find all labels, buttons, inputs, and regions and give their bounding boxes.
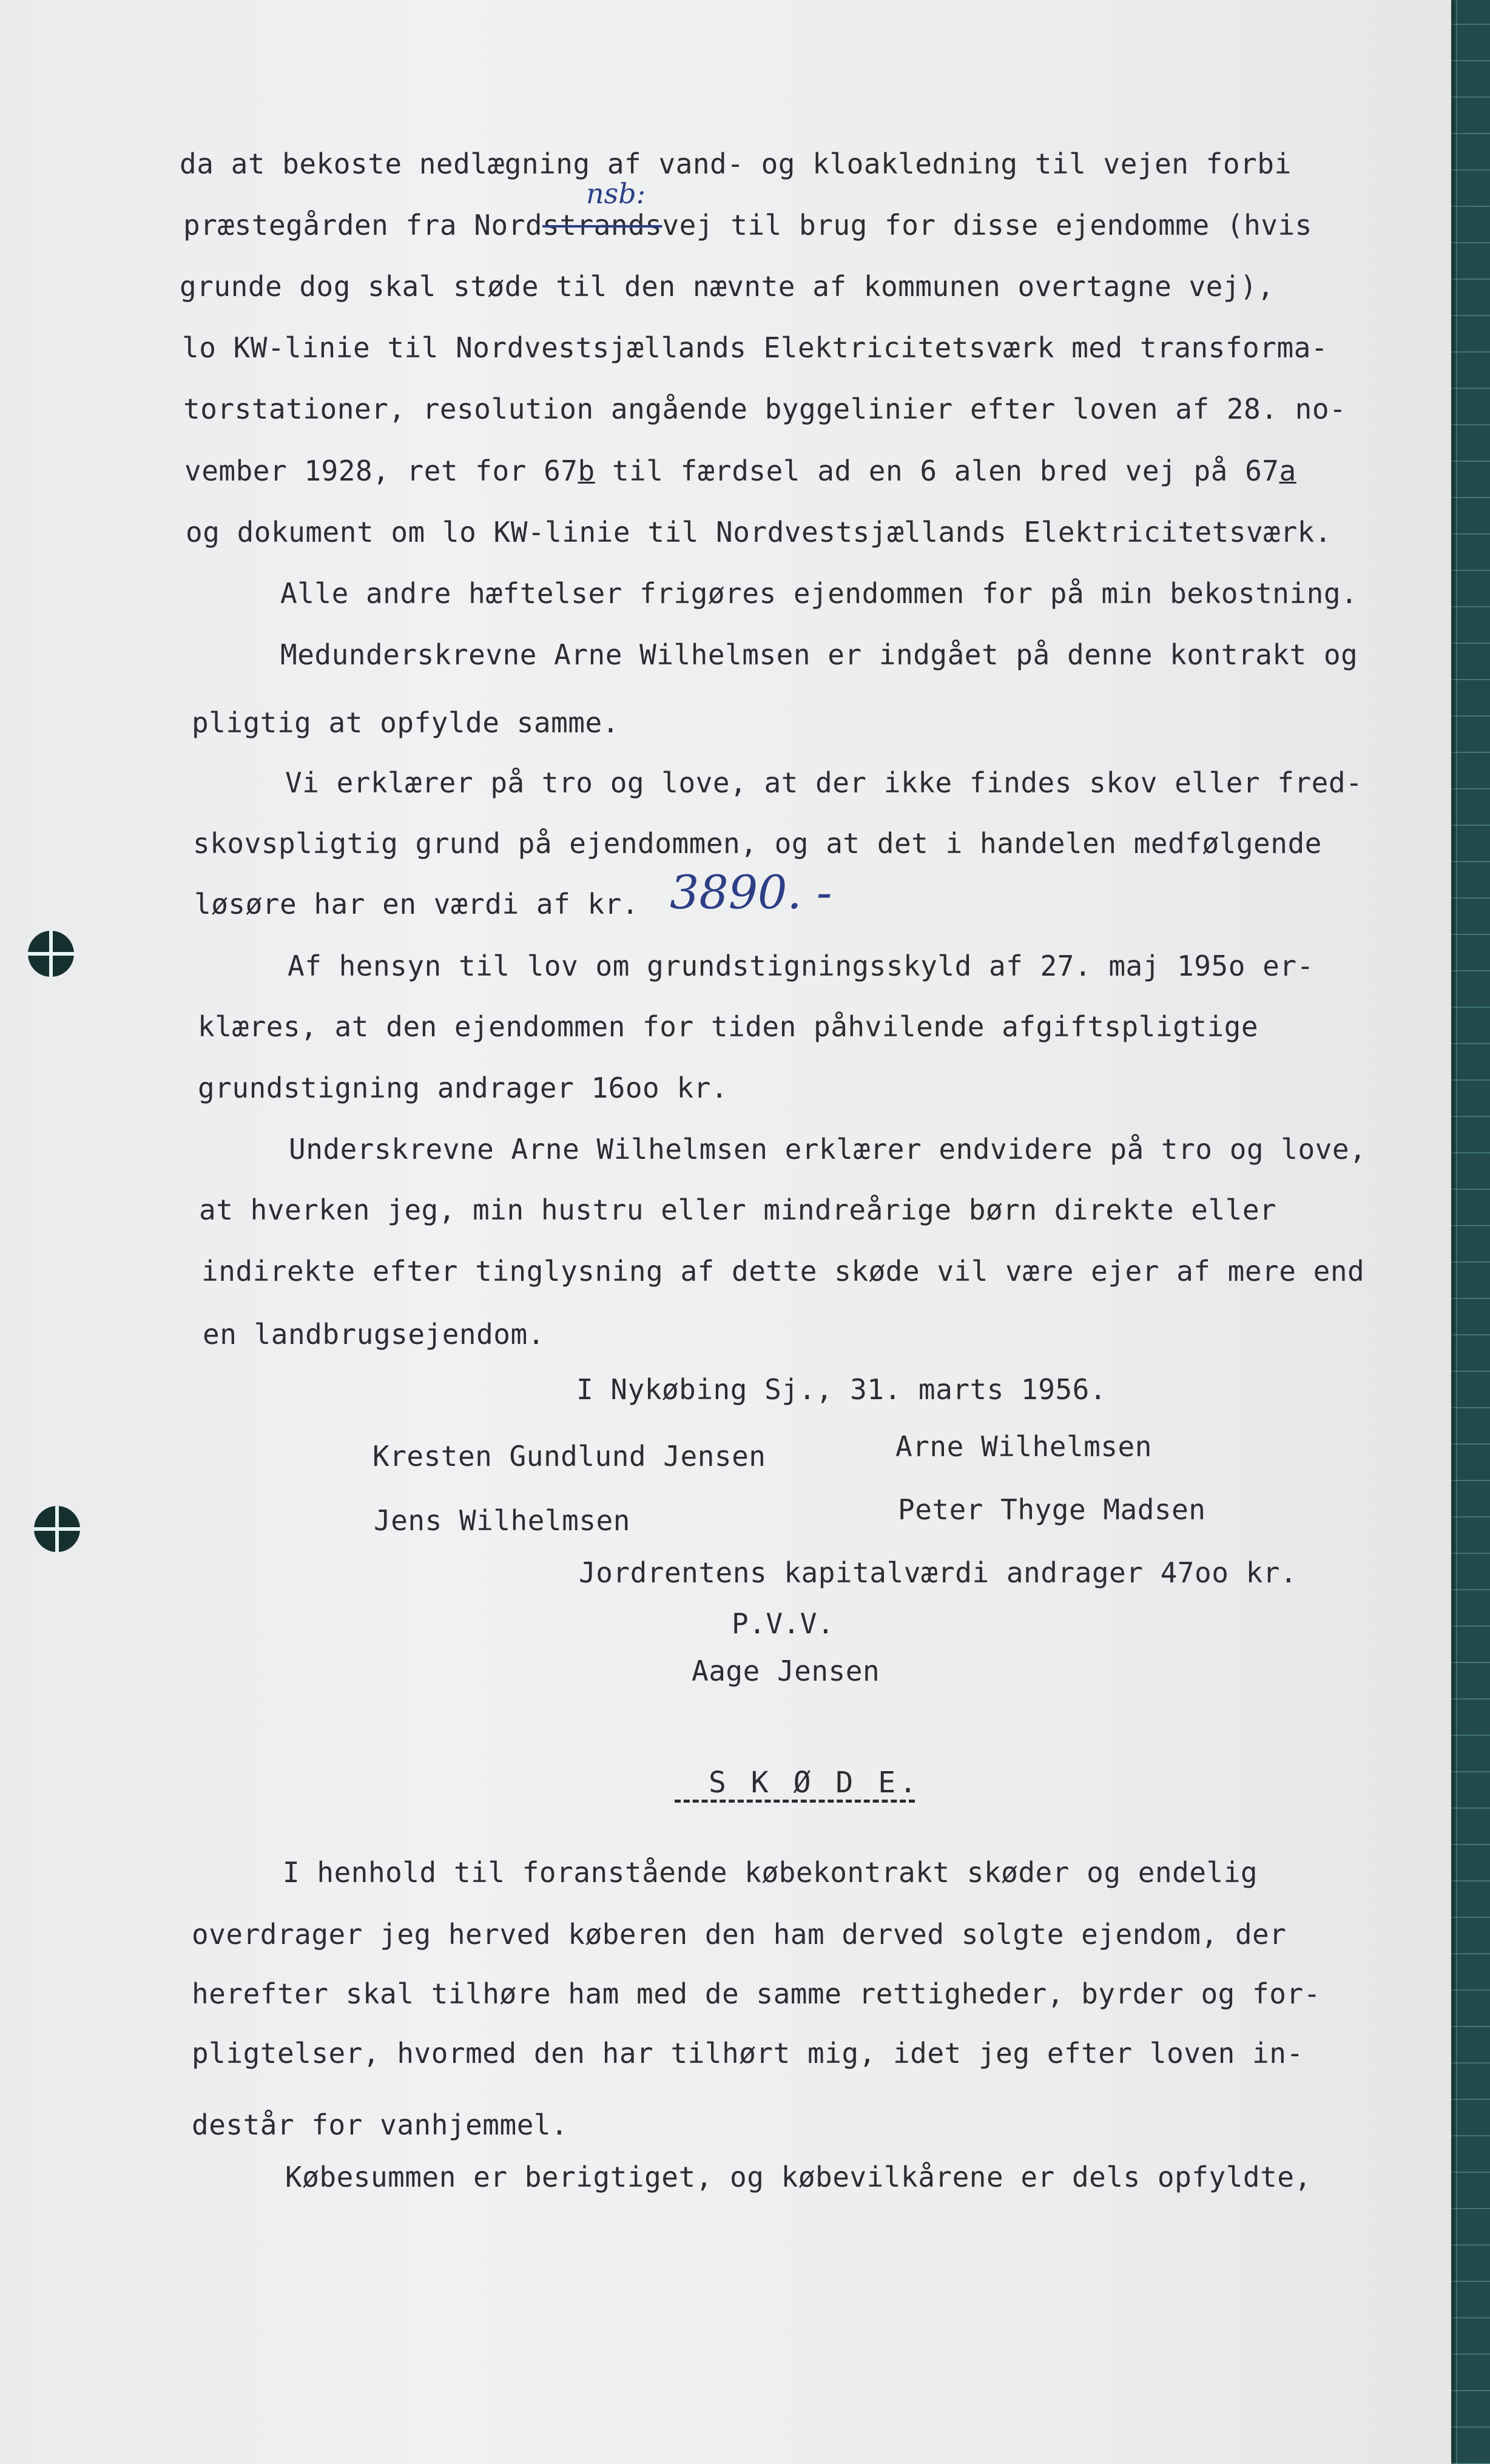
signature-name: Arne Wilhelmsen <box>895 1430 1152 1463</box>
text-line: og dokument om lo KW-linie til Nordvestsjællands Elektricitetsværk. <box>186 516 1332 548</box>
signature-name: Kresten Gundlund Jensen <box>373 1440 766 1473</box>
text-line: pligtelser, hvormed den har tilhørt mig, idet jeg efter loven in- <box>192 2037 1304 2070</box>
text-line: indirekte efter tinglysning af dette skøde vil være ejer af mere end <box>201 1255 1365 1288</box>
text-line <box>183 208 1312 242</box>
struck-text: strands <box>542 209 662 241</box>
text-line: grundstigning andrager 16oo kr. <box>198 1072 729 1104</box>
handwritten-amount: 3890. - <box>670 865 832 919</box>
text-line: grunde dog skal støde til den nævnte af kommunen overtagne vej), <box>180 270 1275 303</box>
text-line: torstationer, resolution angående byggelinier efter loven af 28. no- <box>183 393 1347 425</box>
text-line: destår for vanhjemmel. <box>192 2108 568 2141</box>
text-line: pligtig at opfylde samme. <box>192 706 619 739</box>
title-underline <box>675 1800 915 1803</box>
text-segment: vej til brug for disse ejendomme (hvis <box>662 209 1312 241</box>
jordrente-statement: Jordrentens kapitalværdi andrager 47oo kr. <box>579 1556 1298 1589</box>
skode-title: S K Ø D E. <box>709 1766 920 1800</box>
text-line: overdrager jeg herved køberen den ham derved solgte ejendom, der <box>192 1918 1287 1951</box>
text-line: løsøre har en værdi af kr. <box>194 888 639 920</box>
place-date: I Nykøbing Sj., 31. marts 1956. <box>576 1373 1107 1406</box>
text-line: da at bekoste nedlægning af vand- og kloakledning til vejen forbi <box>180 147 1292 180</box>
pvv-name: Aage Jensen <box>692 1655 880 1687</box>
text-line: lo KW-linie til Nordvestsjællands Elektricitetsværk med transforma- <box>182 331 1329 364</box>
handwritten-insertion: nsb: <box>586 177 646 210</box>
underlined-text: b <box>578 454 595 487</box>
text-line: Købesummen er berigtiget, og købevilkårene er dels opfyldte, <box>285 2161 1312 2193</box>
text-line: Medunderskrevne Arne Wilhelmsen er indgået på denne kontrakt og <box>280 638 1358 671</box>
text-line: I henhold til foranstående købekontrakt skøder og endelig <box>283 1856 1258 1889</box>
pvv-label: P.V.V. <box>732 1607 835 1640</box>
text-line: Vi erklærer på tro og love, at der ikke findes skov eller fred- <box>285 766 1363 799</box>
punch-hole-bottom <box>34 1506 80 1552</box>
text-line: Alle andre hæftelser frigøres ejendommen for på min bekostning. <box>280 577 1358 610</box>
bleed-through-watermark <box>121 2184 1395 2251</box>
underlined-text: a <box>1279 454 1296 487</box>
text-line: Af hensyn til lov om grundstigningsskyld af 27. maj 195o er- <box>288 950 1314 982</box>
text-segment: til færdsel ad en 6 alen bred vej på 67 <box>595 454 1279 487</box>
text-segment: vember 1928, ret for 67 <box>184 454 578 487</box>
text-line: at hverken jeg, min hustru eller mindreårige børn direkte eller <box>199 1193 1277 1226</box>
text-segment: præstegården fra Nord <box>183 209 543 241</box>
text-line: Underskrevne Arne Wilhelmsen erklærer endvidere på tro og love, <box>289 1133 1367 1166</box>
signature-name: Jens Wilhelmsen <box>374 1504 630 1537</box>
signature-name: Peter Thyge Madsen <box>898 1493 1206 1526</box>
punch-hole-top <box>28 931 74 977</box>
text-line: en landbrugsejendom. <box>203 1318 545 1351</box>
text-line <box>184 454 1296 488</box>
text-line: klæres, at den ejendommen for tiden påhvilende afgiftspligtige <box>198 1010 1259 1043</box>
text-line: skovspligtig grund på ejendommen, og at det i handelen medfølgende <box>193 827 1322 860</box>
text-line: herefter skal tilhøre ham med de samme rettigheder, byrder og for- <box>192 1977 1321 2010</box>
